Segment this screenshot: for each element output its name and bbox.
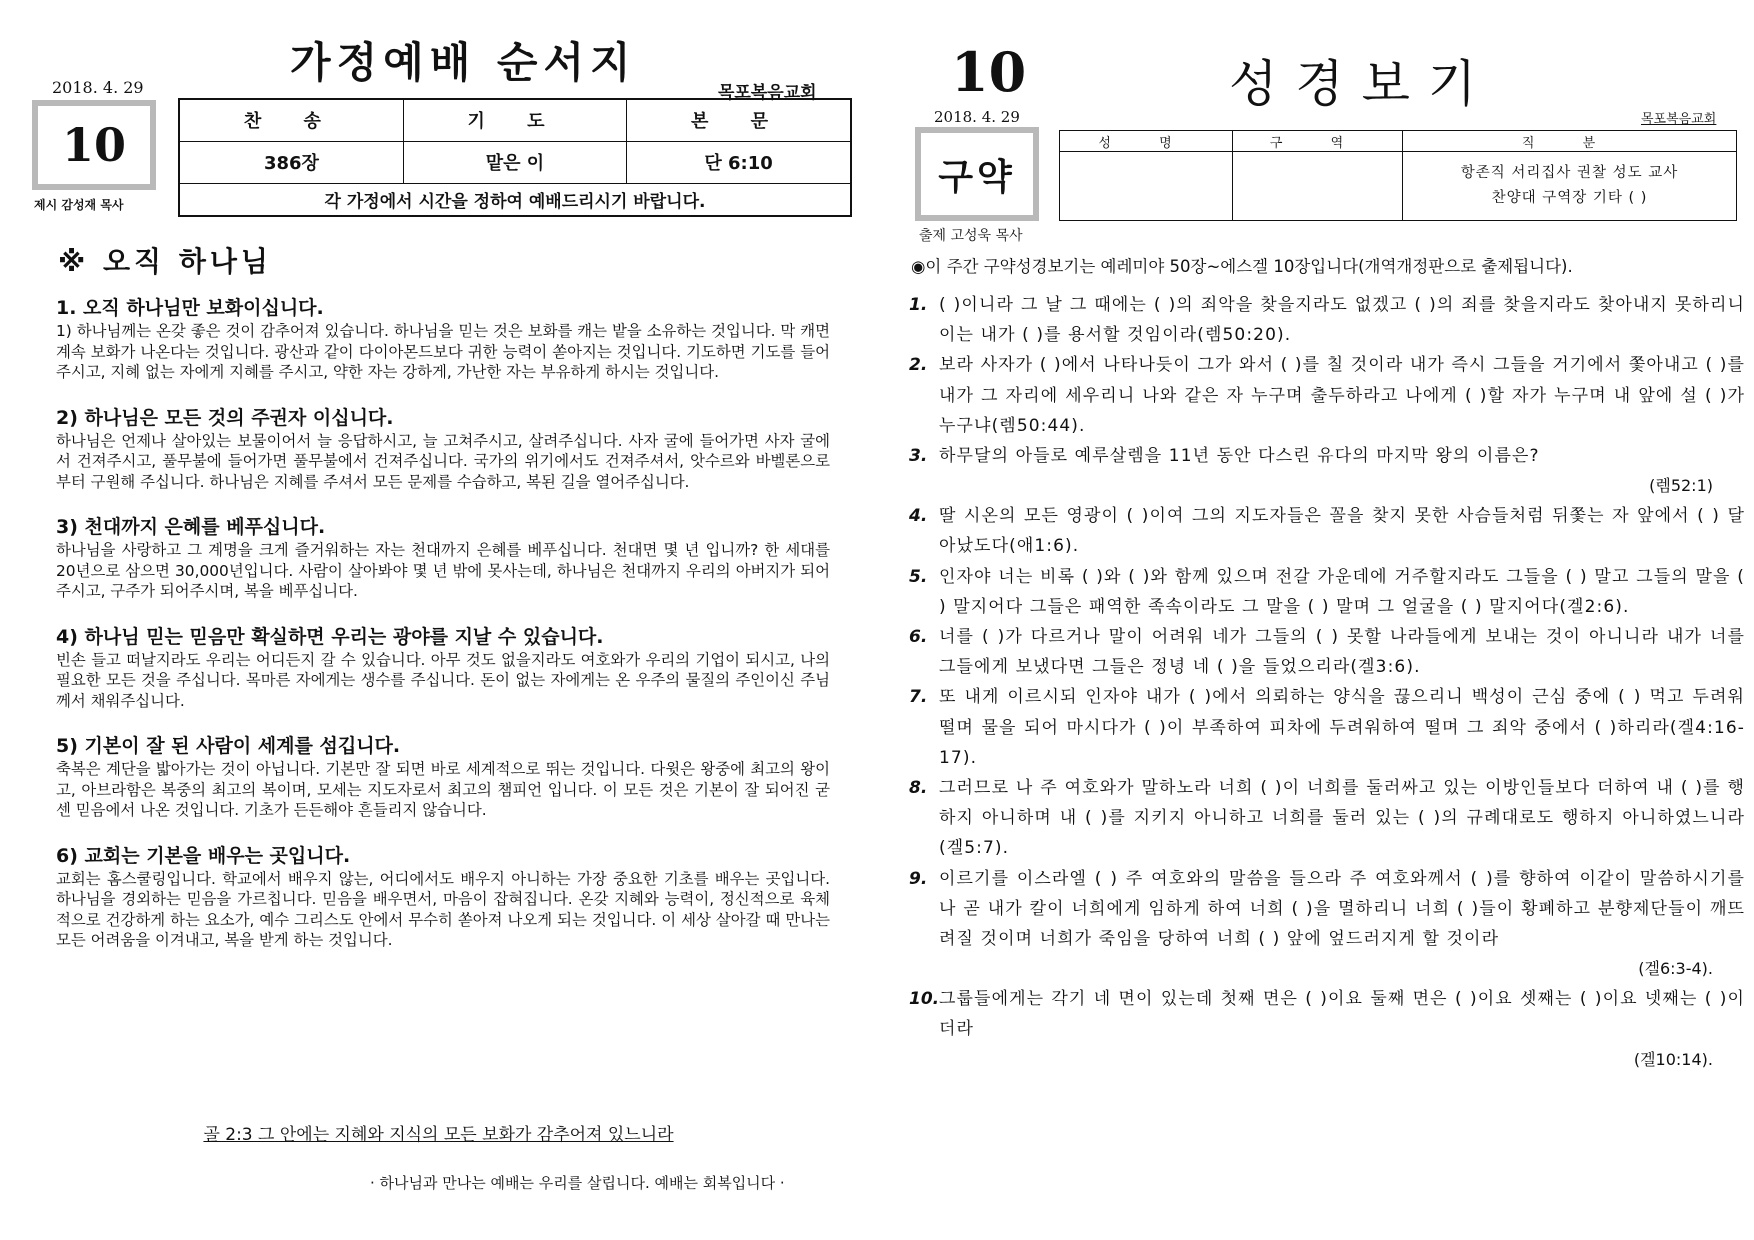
question-number: 5.: [909, 566, 928, 587]
table-header-row: [179, 99, 851, 141]
worship-footer: · 하나님과 만나는 예배는 우리를 살립니다. 예배는 회복입니다 ·: [370, 1174, 785, 1192]
name-header: 성 명: [1060, 131, 1233, 152]
question-number: 8.: [909, 778, 928, 799]
scripture-value: 단 6:10: [627, 141, 851, 183]
scripture-header: 본 문: [627, 99, 851, 141]
question-reference: (겔10:14).: [1633, 1049, 1713, 1069]
table-note-row: [179, 183, 851, 216]
question-item: [909, 441, 1749, 471]
testament-box: [915, 127, 1039, 221]
question-text: 보라 사자가 ( )에서 나타나듯이 그가 와서 ( )를 칠 것이라 내가 즉시 그들을 거기에서 쫓아내고 ( )를 내가 그 자리에 세우리니 나와 같은 자 누구며 출두하라고 나에게 ( )할 자가 누구며 내 앞에 설 ( )가 누구냐(렘50:44).: [939, 355, 1745, 436]
issue-number-box: [32, 100, 156, 190]
quiz-number: 10: [951, 40, 1027, 104]
sermon-section: [56, 295, 830, 383]
quiz-church-name: 목포복음교회: [1641, 112, 1717, 127]
quiz-date: 2018. 4. 29: [934, 108, 1020, 126]
participant-info-table: [1059, 130, 1737, 221]
section-title: 2) 하나님은 모든 것의 주권자 이십니다.: [56, 406, 394, 429]
question-item: [909, 290, 1749, 350]
section-body: 축복은 계단을 밟아가는 것이 아닙니다. 기본만 잘 되면 바로 세계적으로 뛰는 것입니다. 다윗은 왕중에 최고의 왕이고, 아브라함은 복중의 최고의 복이며, 모세는 지도자로서 최고의 챔피언 입니다. 이 모든 것은 기본이 잘 되어진 굳센 믿음에서 나온 것입니다. 기초가 든든해야 흔들리지 않습니다.: [56, 760, 830, 819]
question-number: 7.: [909, 687, 928, 708]
question-item: [909, 501, 1749, 561]
question-item: [909, 682, 1749, 773]
question-number: 6.: [909, 627, 928, 648]
question-number: 1.: [909, 295, 928, 315]
district-field[interactable]: [1233, 152, 1403, 221]
district-header: 구 역: [1233, 131, 1403, 152]
sermon-section: [56, 843, 830, 951]
question-number: 4.: [909, 506, 928, 527]
name-field[interactable]: [1060, 152, 1233, 221]
position-options-line: 찬양대 구역장 기타 ( ): [1491, 190, 1648, 206]
question-text: 하무달의 아들로 예루살렘을 11년 동안 다스린 유다의 마지막 왕의 이름은?: [939, 446, 1540, 467]
section-title: 5) 기본이 잘 된 사람이 세계를 섬깁니다.: [56, 735, 401, 757]
hymn-value: 386장: [179, 141, 403, 183]
section-title: 4) 하나님 믿는 믿음만 확실하면 우리는 광야를 지날 수 있습니다.: [56, 625, 604, 648]
question-number: 3.: [909, 446, 928, 467]
position-header: 직 분: [1403, 131, 1737, 152]
bible-quiz-title: 성경보기: [1229, 55, 1495, 113]
issue-number: 10: [61, 118, 126, 172]
question-text: 인자야 너는 비록 ( )와 ( )와 함께 있으며 전갈 가운데에 거주할지라도 그들을 ( ) 말고 그들의 말을 ( ) 말지어다 그들은 패역한 족속이라도 그 말을 ( ) 말며 그 얼굴을 ( ) 말지어다(겔2:6).: [939, 566, 1745, 617]
sermon-section: [56, 405, 830, 493]
section-body: 하나님을 사랑하고 그 계명을 크게 즐거워하는 자는 천대까지 은혜를 베푸십니다. 천대면 몇 년 입니까? 한 세대를 20년으로 삼으면 30,000년입니다. 사람이 살아봐야 몇 년 밖에 못사는데, 하나님은 천대까지 우리의 아버지가 되어주시고, 구주가 되어주시며, 복을 베푸십니다.: [56, 541, 830, 600]
sermon-heading: ※ 오직 하나님: [58, 245, 272, 278]
prayer-value: 맡은 이: [403, 141, 626, 183]
hymn-header: 찬 송: [179, 99, 403, 141]
sermon-section: [56, 733, 830, 821]
info-value-row: [1060, 152, 1737, 221]
question-item: [909, 562, 1749, 622]
table-value-row: [179, 141, 851, 183]
question-item: [909, 622, 1749, 682]
question-text: ( )이니라 그 날 그 때에는 ( )의 죄악을 찾을지라도 없겠고 ( )의 죄를 찾을지라도 찾아내지 못하리니 이는 내가 ( )를 용서할 것임이라(렘50:20).: [939, 295, 1745, 346]
question-item: [909, 773, 1749, 864]
question-text: 그룹들에게는 각기 네 면이 있는데 첫째 면은 ( )이요 둘째 면은 ( )이요 셋째는 ( )이요 넷째는 ( )이더라: [939, 989, 1745, 1040]
question-item: [909, 864, 1749, 955]
question-number: 9.: [909, 868, 928, 889]
worship-order-title: 가정예배 순서지: [290, 38, 637, 87]
testament-label: 구약: [938, 156, 1016, 198]
question-text: 너를 ( )가 다르거나 말이 어려워 네가 그들의 ( ) 못할 나라들에게 보내는 것이 아니니라 내가 너를 그들에게 보냈다면 그들은 정녕 네 ( )을 들었으리라(겔3:6).: [939, 627, 1745, 678]
section-title: 3) 천대까지 은혜를 베푸십니다.: [56, 516, 326, 538]
sermon-sections: [56, 295, 830, 973]
question-text: 딸 시온의 모든 영광이 ( )이여 그의 지도자들은 꼴을 찾지 못한 사슴들처럼 뒤쫓는 자 앞에서 ( ) 달아났도다(애1:6).: [939, 506, 1745, 557]
section-title: 6) 교회는 기본을 배우는 곳입니다.: [56, 844, 351, 867]
worship-author: 제시 감성재 목사: [34, 198, 124, 212]
question-number: 10.: [909, 989, 940, 1010]
section-body: 교회는 홈스쿨링입니다. 학교에서 배우지 않는, 어디에서도 배우지 아니하는 가장 중요한 기초를 배우는 곳입니다. 하나님을 경외하는 믿음을 가르칩니다. 믿음을 배우면서, 마음이 잡혀집니다. 온갖 지혜와 능력이, 정신적으로 육체적으로 건강하게 하는 요소가, 예수 그리스도 안에서 무수히 쏟아져 나오게 되는 것입니다. 이 세상 살아갈 때 만나는 모든 어려움을 이겨내고, 복을 받게 하는 것입니다.: [56, 869, 830, 949]
question-text: 그러므로 나 주 여호와가 말하노라 너희 ( )이 너희를 둘러싸고 있는 이방인들보다 더하여 내 ( )를 행하지 아니하며 내 ( )를 지키지 아니하고 너희를 둘러 있는 ( )의 규례대로도 행하지 아니하였느니라(겔5:7).: [939, 778, 1745, 859]
position-options[interactable]: [1403, 152, 1737, 221]
question-item: [909, 350, 1749, 441]
question-reference: (겔6:3-4).: [1638, 959, 1713, 979]
question-text: 또 내게 이르시되 인자야 내가 ( )에서 의뢰하는 양식을 끊으리니 백성이 근심 중에 ( ) 먹고 두려워 떨며 물을 되어 마시다가 ( )이 부족하여 피차에 두려워하여 떨며 그 죄악 중에서 ( )하리라(겔4:16-17).: [939, 687, 1745, 768]
worship-note: 각 가정에서 시간을 정하여 예배드리시기 바랍니다.: [179, 183, 851, 216]
prayer-header: 기 도: [403, 99, 626, 141]
position-options-line: 항존직 서리집사 권찰 성도 교사: [1460, 165, 1679, 181]
right-page: [877, 0, 1754, 1240]
worship-date: 2018. 4. 29: [52, 78, 144, 97]
question-item: [909, 984, 1749, 1044]
section-title: 1. 오직 하나님만 보화이십니다.: [56, 297, 324, 319]
key-verse: 골 2:3 그 안에는 지혜와 지식의 모든 보화가 감추어져 있느니라: [203, 1125, 674, 1145]
quiz-intro: ◉이 주간 구약성경보기는 예레미야 50장~에스겔 10장입니다(개역개정판으로 출제됩니다).: [911, 257, 1573, 276]
question-number: 2.: [909, 355, 928, 376]
section-body: 하나님은 언제나 살아있는 보물이어서 늘 응답하시고, 늘 고쳐주시고, 살려주십니다. 사자 굴에 들어가면 사자 굴에서 건져주시고, 풀무불에 들어가면 풀무불에서 건져주십니다. 국가의 위기에서도 건져주셔서, 앗수르와 바벨론으로부터 구원해 주십니다. 하나님은 지혜를 주셔서 모든 문제를 수습하고, 복된 길을 열어주십니다.: [56, 431, 830, 491]
question-reference: (렘52:1): [1649, 476, 1713, 496]
worship-order-table: [178, 98, 852, 217]
section-body: 1) 하나님께는 온갖 좋은 것이 감추어져 있습니다. 하나님을 믿는 것은 보화를 캐는 밭을 소유하는 것입니다. 막 캐면 계속 보화가 나온다는 것입니다. 광산과 같이 다이아몬드보다 귀한 능력이 쏟아지는 것입니다. 기도하면 기도를 들어주시고, 지혜 없는 자에게 지혜를 주시고, 약한 자는 강하게, 가난한 자는 부유하게 하시는 것입니다.: [56, 322, 830, 381]
info-header-row: [1060, 131, 1737, 152]
sermon-section: [56, 514, 830, 602]
question-text: 이르기를 이스라엘 ( ) 주 여호와의 말씀을 들으라 주 여호와께서 ( )를 향하여 이같이 말씀하시기를 나 곧 내가 칼이 너희에게 임하게 하여 너희 ( )을 멸하리니 너희 ( )들이 황폐하고 분향제단들이 깨뜨려질 것이며 너희가 죽임을 당하여 너희 ( ) 앞에 엎드러지게 할 것이라: [939, 868, 1745, 950]
quiz-author: 출제 고성욱 목사: [919, 228, 1023, 244]
church-name: 목포복음교회: [718, 83, 817, 103]
question-list: [909, 290, 1749, 1075]
section-body: 빈손 들고 떠날지라도 우리는 어디든지 갈 수 있습니다. 아무 것도 없을지라도 여호와가 우리의 기업이 되시고, 나의 필요한 모든 것을 주십니다. 목마른 자에게는 생수를 주십니다. 돈이 없는 자에게는 온 우주의 물질의 주인이신 주님께서 채워주십니다.: [56, 650, 830, 710]
sermon-section: [56, 624, 830, 712]
